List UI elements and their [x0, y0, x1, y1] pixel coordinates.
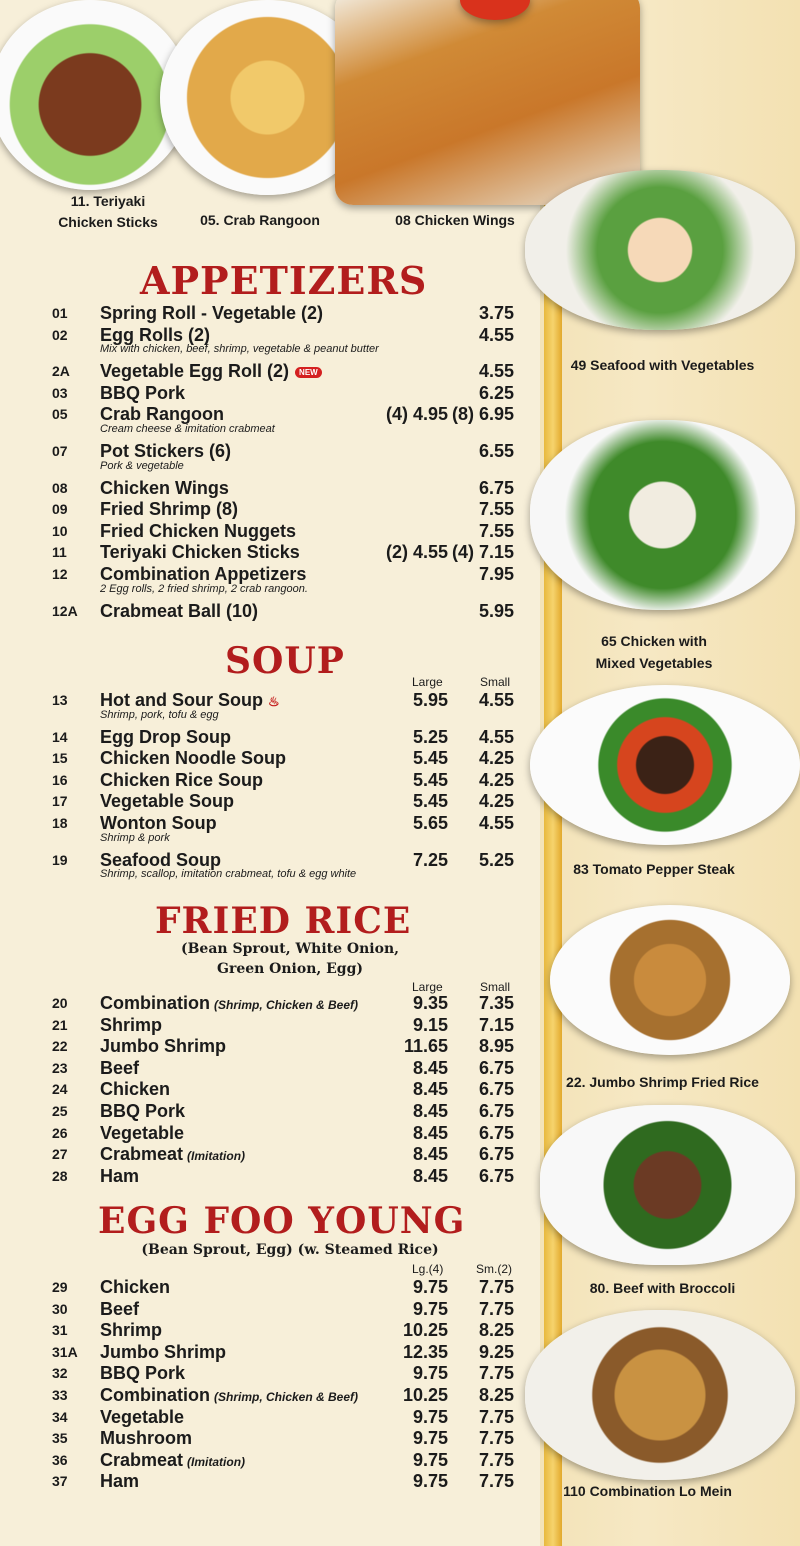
- chicken-mixed-vegetables-photo: [530, 420, 795, 610]
- item-name: [100, 1342, 226, 1363]
- item-name-text: Jumbo Shrimp: [100, 1036, 227, 1057]
- item-name: [100, 1385, 358, 1406]
- price-large: 7.25: [412, 849, 448, 870]
- menu-item-row: [52, 1299, 522, 1321]
- item-name-text: Egg Rolls (2): [100, 324, 211, 345]
- item-name-text: Vegetable: [100, 1122, 185, 1143]
- appetizers-title: APPETIZERS: [140, 258, 428, 303]
- price-large: 10.25: [402, 1385, 448, 1405]
- menu-item-row: [52, 727, 522, 749]
- item-number: 23: [52, 1059, 68, 1076]
- item-name-text: BBQ Pork: [100, 382, 186, 403]
- price-large: 5.45: [412, 769, 448, 790]
- price-large: 9.35: [412, 993, 448, 1013]
- price-large: 9.75: [412, 1428, 448, 1449]
- item-name-text: Chicken Rice Soup: [100, 769, 264, 790]
- price-small: 5.95: [478, 600, 514, 621]
- item-number: 14: [52, 728, 68, 745]
- item-name: [100, 770, 263, 791]
- price-large: 5.95: [412, 690, 448, 710]
- spicy-pepper-icon: ♨: [267, 694, 280, 709]
- item-number: 01: [52, 305, 68, 321]
- item-name-text: Fried Shrimp (8): [100, 499, 239, 520]
- menu-item-row: [52, 1166, 522, 1188]
- price-large: 9.75: [412, 1471, 448, 1492]
- price-large: 9.75: [412, 1363, 448, 1384]
- item-number: 16: [52, 771, 68, 788]
- caption-chicken-wings: 08 Chicken Wings: [395, 212, 515, 228]
- price-small: 4.55: [478, 361, 514, 382]
- egg-foo-young-col-large: Lg.(4): [412, 1262, 444, 1276]
- menu-item-row: [52, 791, 522, 813]
- price-small: 6.75: [478, 1057, 514, 1078]
- item-name: [100, 1101, 185, 1122]
- price-small: 6.75: [478, 1122, 514, 1143]
- item-name-text: Shrimp: [100, 1320, 163, 1341]
- item-name: [100, 748, 286, 769]
- caption-teriyaki-chicken-sticks: 11. Teriyaki Chicken Sticks: [58, 193, 158, 230]
- item-number: 34: [52, 1408, 68, 1425]
- item-number: 2A: [52, 363, 70, 380]
- item-name-text: Mushroom: [100, 1428, 192, 1449]
- soup-col-large: Large: [412, 675, 443, 689]
- price-large: 8.45: [412, 1057, 448, 1078]
- menu-item-row: [52, 1144, 522, 1166]
- item-name: [100, 542, 300, 563]
- price-large: 8.45: [412, 1122, 448, 1143]
- item-name-text: Shrimp: [100, 1014, 163, 1035]
- combination-lo-mein-photo: [525, 1310, 795, 1480]
- menu-item-row: [52, 1363, 522, 1385]
- menu-item-row: [52, 1320, 522, 1342]
- item-number: 28: [52, 1167, 68, 1184]
- fried-rice-col-large: Large: [412, 980, 443, 994]
- price-small: 7.55: [478, 520, 514, 541]
- item-name: [100, 993, 358, 1014]
- price-large: 8.45: [412, 1101, 448, 1121]
- item-name: [100, 1363, 185, 1384]
- item-number: 02: [52, 326, 68, 343]
- menu-item-row: [52, 478, 522, 500]
- item-number: 29: [52, 1279, 68, 1295]
- item-number: 12A: [52, 602, 78, 619]
- soup-col-small: Small: [480, 675, 511, 689]
- item-name-text: Beef: [100, 1298, 140, 1319]
- price-small: 7.75: [478, 1471, 514, 1492]
- menu-item-row: [52, 1015, 522, 1037]
- item-number: 37: [52, 1473, 68, 1490]
- item-number: 15: [52, 750, 68, 767]
- item-name-text: Crabmeat: [100, 1144, 184, 1165]
- caption-chicken-mixed-vegetables: 65 Chicken with Mixed Vegetables: [595, 633, 713, 671]
- price-small: 7.75: [478, 1428, 514, 1449]
- item-tag: (Imitation): [187, 1454, 246, 1469]
- menu-item-row: [52, 748, 522, 770]
- item-name-text: Vegetable Soup: [100, 791, 235, 812]
- menu-item-row: [52, 1058, 522, 1080]
- item-number: 08: [52, 479, 68, 496]
- price-small: 4.25: [478, 791, 514, 812]
- item-number: 27: [52, 1146, 68, 1163]
- price-small: 4.55: [478, 690, 514, 710]
- price-large: 5.65: [412, 813, 448, 833]
- item-name: [100, 478, 229, 499]
- item-name: [100, 1144, 245, 1165]
- tomato-pepper-steak-photo: [530, 685, 800, 845]
- price-small: (4) 7.15: [451, 542, 514, 563]
- egg-foo-young-subtitle: (Bean Sprout, Egg) (w. Steamed Rice): [141, 1242, 439, 1258]
- caption-jumbo-shrimp-fried-rice: 22. Jumbo Shrimp Fried Rice: [566, 1074, 759, 1090]
- price-small: 7.75: [478, 1406, 514, 1427]
- item-name-text: Combination: [100, 1385, 210, 1405]
- price-small: 4.25: [478, 748, 514, 769]
- item-description: Cream cheese & imitation crabmeat: [100, 423, 275, 435]
- item-number: 36: [52, 1451, 68, 1468]
- jumbo-shrimp-fried-rice-photo: [550, 905, 790, 1055]
- menu-item-row: [52, 1036, 522, 1058]
- item-number: 31A: [52, 1343, 78, 1360]
- price-small: 9.25: [478, 1341, 514, 1362]
- price-large: 5.45: [412, 791, 448, 812]
- caption-seafood-with-vegetables: 49 Seafood with Vegetables: [570, 357, 755, 373]
- menu-item-row: [52, 499, 522, 521]
- menu-item-row: [52, 1407, 522, 1429]
- item-name-text: Fried Chicken Nuggets: [100, 520, 297, 541]
- item-name-text: Combination: [100, 993, 210, 1013]
- item-name-text: Crab Rangoon: [100, 404, 224, 425]
- price-small: 6.75: [478, 477, 514, 498]
- item-name: [100, 791, 234, 812]
- price-small: 7.15: [478, 1014, 514, 1035]
- item-number: 24: [52, 1081, 68, 1098]
- item-name-text: BBQ Pork: [100, 1363, 186, 1384]
- price-small: 8.95: [478, 1036, 514, 1057]
- item-name-text: Chicken Wings: [100, 477, 229, 498]
- chicken-wings-photo: [335, 0, 640, 205]
- caption-tomato-pepper-steak: 83 Tomato Pepper Steak: [573, 861, 735, 877]
- price-small: 3.75: [478, 303, 514, 323]
- item-number: 26: [52, 1124, 68, 1141]
- item-description: Pork & vegetable: [100, 459, 184, 472]
- menu-item-row: [52, 1123, 522, 1145]
- item-number: 20: [52, 995, 68, 1011]
- item-number: 17: [52, 793, 68, 810]
- item-number: 09: [52, 501, 68, 518]
- menu-item-row: [52, 1101, 522, 1123]
- item-number: 22: [52, 1038, 68, 1055]
- price-large: 10.25: [402, 1320, 448, 1341]
- item-tag: (Shrimp, Chicken & Beef): [214, 1390, 359, 1404]
- price-large: (4) 4.95: [385, 404, 448, 425]
- item-name-text: BBQ Pork: [100, 1101, 186, 1121]
- price-large: 8.45: [412, 1165, 448, 1186]
- price-small: 7.95: [478, 564, 514, 584]
- item-name: [100, 1407, 184, 1428]
- item-number: 21: [52, 1016, 68, 1033]
- item-name-text: Teriyaki Chicken Sticks: [100, 542, 300, 563]
- price-large: 9.75: [412, 1449, 448, 1470]
- caption-combination-lo-mein: 110 Combination Lo Mein: [563, 1483, 732, 1499]
- price-small: 7.75: [478, 1298, 514, 1319]
- price-small: 4.55: [478, 324, 514, 345]
- item-name-text: Chicken Noodle Soup: [100, 748, 287, 769]
- fried-rice-col-small: Small: [480, 980, 511, 994]
- item-number: 07: [52, 443, 68, 459]
- price-small: 6.55: [478, 441, 514, 461]
- menu-item-row: [52, 770, 522, 792]
- menu-item-row: [52, 542, 522, 564]
- item-name-text: Crabmeat: [100, 1449, 184, 1470]
- item-name-text: Spring Roll - Vegetable (2): [100, 303, 324, 323]
- price-small: 4.55: [478, 726, 514, 747]
- menu-item-row: [52, 361, 522, 383]
- price-small: 5.25: [478, 849, 514, 870]
- item-number: 03: [52, 384, 68, 401]
- item-number: 13: [52, 692, 68, 708]
- item-name-text: Chicken: [100, 1079, 171, 1100]
- item-name: [100, 1299, 139, 1320]
- item-tag: (Shrimp, Chicken & Beef): [214, 998, 359, 1012]
- item-name: [100, 1123, 184, 1144]
- item-name: [100, 383, 185, 404]
- item-name-text: Crabmeat Ball (10): [100, 600, 259, 621]
- price-small: 7.35: [478, 993, 514, 1013]
- item-tag: (Imitation): [187, 1149, 246, 1164]
- item-name: [100, 521, 296, 542]
- price-large: 8.45: [412, 1144, 448, 1165]
- soup-title: SOUP: [225, 640, 345, 682]
- fried-rice-subtitle-2: Green Onion, Egg): [216, 961, 364, 977]
- item-number: 18: [52, 815, 68, 831]
- item-number: 19: [52, 851, 68, 868]
- item-number: 30: [52, 1300, 68, 1317]
- price-small: 7.75: [478, 1449, 514, 1470]
- item-name: [100, 601, 258, 622]
- price-large: 9.75: [412, 1406, 448, 1427]
- item-name-text: Jumbo Shrimp: [100, 1341, 227, 1362]
- item-number: 31: [52, 1322, 68, 1339]
- item-description: Mix with chicken, beef, shrimp, vegetable & peanut butter: [100, 343, 379, 356]
- item-name: [100, 1015, 162, 1036]
- price-small: 8.25: [478, 1385, 514, 1405]
- price-small: 6.25: [478, 382, 514, 403]
- item-name-text: Vegetable Egg Roll (2): [100, 361, 290, 382]
- item-name: [100, 1277, 170, 1298]
- price-large: 9.75: [412, 1277, 448, 1297]
- item-name-text: Chicken: [100, 1277, 171, 1297]
- menu-item-row: [52, 1428, 522, 1450]
- menu-item-row: [52, 1385, 522, 1407]
- egg-foo-young-title: EGG FOO YOUNG: [98, 1200, 466, 1242]
- item-number: 25: [52, 1103, 68, 1119]
- item-number: 12: [52, 566, 68, 582]
- item-name-text: Wonton Soup: [100, 813, 217, 833]
- item-name: [100, 303, 323, 324]
- price-small: 7.75: [478, 1277, 514, 1297]
- item-description: Shrimp & pork: [100, 831, 170, 844]
- fried-rice-subtitle-1: (Bean Sprout, White Onion,: [180, 941, 400, 957]
- beef-with-broccoli-photo: [540, 1105, 795, 1265]
- price-large: 8.45: [412, 1079, 448, 1100]
- menu-item-row: [52, 1079, 522, 1101]
- item-name-text: Seafood Soup: [100, 849, 221, 870]
- menu-item-row: [52, 1471, 522, 1493]
- item-name: [100, 1058, 139, 1079]
- item-name: [100, 1166, 139, 1187]
- price-small: 6.75: [478, 1079, 514, 1100]
- menu-item-row: [52, 383, 522, 405]
- item-name-text: Combination Appetizers: [100, 564, 307, 584]
- seafood-with-vegetables-photo: [525, 170, 795, 330]
- price-large: 11.65: [403, 1036, 448, 1057]
- item-name-text: Beef: [100, 1057, 140, 1078]
- item-description: Shrimp, pork, tofu & egg: [100, 708, 219, 721]
- egg-foo-young-col-small: Sm.(2): [476, 1262, 512, 1276]
- item-number: 11: [52, 544, 67, 561]
- fried-rice-title: FRIED RICE: [155, 900, 412, 942]
- caption-crab-rangoon: 05. Crab Rangoon: [200, 212, 320, 228]
- item-name: [100, 1471, 139, 1492]
- price-small: (8) 6.95: [451, 404, 514, 425]
- item-number: 05: [52, 406, 68, 423]
- price-small: 6.75: [478, 1165, 514, 1186]
- item-number: 35: [52, 1430, 68, 1447]
- menu-item-row: [52, 993, 522, 1015]
- caption-beef-with-broccoli: 80. Beef with Broccoli: [589, 1280, 736, 1296]
- item-name-text: Pot Stickers (6): [100, 441, 232, 461]
- price-small: 6.75: [478, 1144, 514, 1165]
- item-description: 2 Egg rolls, 2 fried shrimp, 2 crab rangoon.: [100, 582, 308, 595]
- item-name: [100, 1079, 170, 1100]
- item-name-text: Ham: [100, 1165, 140, 1186]
- menu-item-row: [52, 1277, 522, 1299]
- item-name-text: Hot and Sour Soup: [100, 690, 263, 710]
- item-name-text: Ham: [100, 1471, 140, 1492]
- price-small: 7.75: [478, 1363, 514, 1384]
- price-large: 12.35: [402, 1341, 448, 1362]
- item-name-text: Egg Drop Soup: [100, 726, 231, 747]
- item-number: 33: [52, 1387, 68, 1403]
- item-name: [100, 1320, 162, 1341]
- new-badge: NEW: [295, 367, 322, 378]
- price-large: 9.15: [412, 1014, 448, 1035]
- item-name: [100, 361, 322, 382]
- item-name: [100, 727, 231, 748]
- item-number: 32: [52, 1365, 68, 1382]
- menu-item-row: [52, 1342, 522, 1364]
- item-name: [100, 1036, 226, 1057]
- item-name: [100, 499, 238, 520]
- price-small: 4.25: [478, 769, 514, 790]
- price-small: 7.55: [478, 499, 514, 520]
- item-description: Shrimp, scallop, imitation crabmeat, tofu & egg white: [100, 868, 357, 881]
- item-number: 10: [52, 522, 68, 539]
- price-small: 8.25: [478, 1320, 514, 1341]
- item-name: [100, 1450, 245, 1471]
- price-large: 5.25: [412, 726, 448, 747]
- price-small: 4.55: [478, 813, 514, 833]
- price-small: 6.75: [478, 1101, 514, 1121]
- item-name-text: Vegetable: [100, 1406, 185, 1427]
- menu-item-row: [52, 303, 522, 325]
- menu-item-row: [52, 1450, 522, 1472]
- price-large: 9.75: [412, 1298, 448, 1319]
- item-name: [100, 1428, 192, 1449]
- menu-item-row: [52, 521, 522, 543]
- price-large: (2) 4.55: [385, 542, 448, 563]
- price-large: 5.45: [412, 748, 448, 769]
- menu-item-row: [52, 601, 522, 623]
